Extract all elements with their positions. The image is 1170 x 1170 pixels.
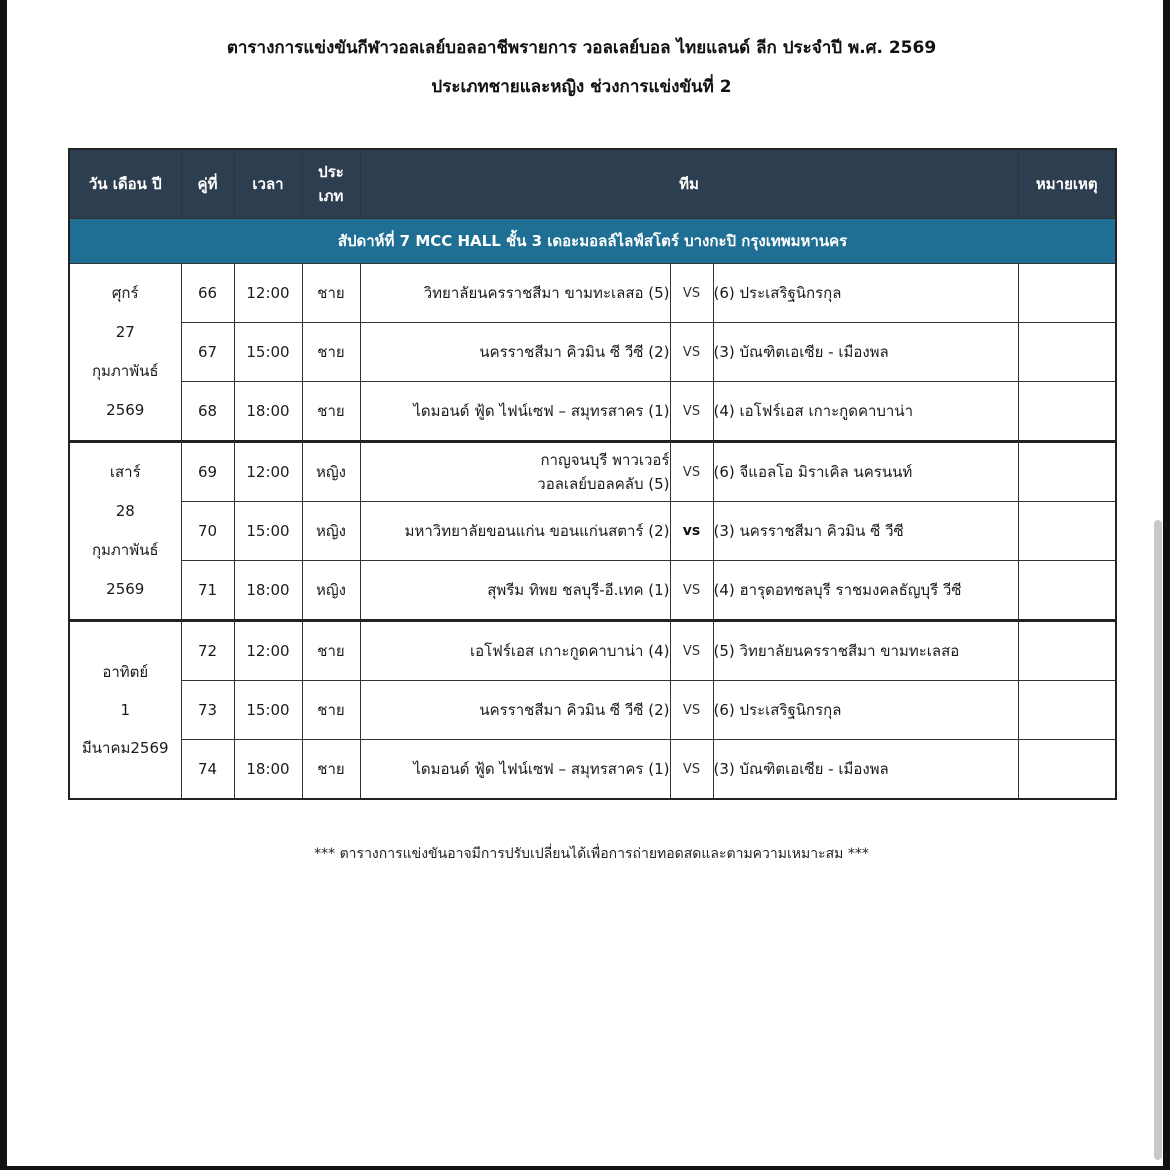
home-team: ไดมอนด์ ฟู้ด ไฟน์เซฟ – สมุทรสาคร (1) — [360, 740, 670, 800]
away-team: (3) บัณฑิตเอเซีย - เมืองพล — [713, 323, 1018, 382]
date-date: 28 — [115, 502, 135, 520]
match-no: 72 — [181, 621, 234, 681]
header-category-line1: ประ — [318, 163, 344, 181]
header-category-line2: เภท — [318, 187, 344, 205]
date-day: ศุกร์ — [111, 284, 139, 302]
match-time: 15:00 — [234, 681, 302, 740]
match-category: หญิง — [302, 502, 360, 561]
remark-cell — [1018, 681, 1116, 740]
home-team: นครราชสีมา คิวมิน ซี วีซี (2) — [360, 323, 670, 382]
remark-cell — [1018, 382, 1116, 442]
vs-label: vs — [670, 502, 713, 561]
match-category: ชาย — [302, 323, 360, 382]
vs-label: VS — [670, 681, 713, 740]
date-month-year: มีนาคม2569 — [81, 739, 169, 757]
match-time: 18:00 — [234, 740, 302, 800]
match-no: 66 — [181, 264, 234, 323]
week-title: สัปดาห์ที่ 7 MCC HALL ชั้น 3 เดอะมอลล์ไลฟ์สโตร์ บางกะปิ กรุงเทพมหานคร — [69, 219, 1116, 264]
page-subtitle: ประเภทชายและหญิง ช่วงการแข่งขันที่ 2 — [431, 77, 732, 97]
vs-label: VS — [670, 621, 713, 681]
match-time: 15:00 — [234, 323, 302, 382]
table-row — [69, 323, 1116, 382]
vs-label: VS — [670, 323, 713, 382]
match-no: 68 — [181, 382, 234, 442]
match-time: 15:00 — [234, 502, 302, 561]
scrollbar-thumb[interactable] — [1154, 520, 1162, 1160]
away-team: (3) นครราชสีมา คิวมิน ซี วีซี — [713, 502, 1018, 561]
table-row — [69, 681, 1116, 740]
date-cell-saturday — [69, 442, 181, 621]
vs-label: VS — [670, 442, 713, 502]
match-time: 12:00 — [234, 264, 302, 323]
match-category: ชาย — [302, 740, 360, 800]
away-team: (4) เอโฟร์เอส เกาะกูดคาบาน่า — [713, 382, 1018, 442]
remark-cell — [1018, 264, 1116, 323]
remark-cell — [1018, 502, 1116, 561]
match-time: 12:00 — [234, 442, 302, 502]
frame-left-border — [0, 0, 7, 1170]
match-no: 70 — [181, 502, 234, 561]
match-time: 12:00 — [234, 621, 302, 681]
date-year: 2569 — [106, 580, 145, 598]
vs-label: VS — [670, 382, 713, 442]
table-row — [69, 561, 1116, 621]
match-no: 71 — [181, 561, 234, 621]
remark-cell — [1018, 561, 1116, 621]
table-row — [69, 502, 1116, 561]
date-month: กุมภาพันธ์ — [91, 362, 159, 380]
home-team-line1: กาญจนบุรี พาวเวอร์ — [540, 451, 670, 469]
date-cell-sunday — [69, 621, 181, 800]
home-team: มหาวิทยาลัยขอนแก่น ขอนแก่นสตาร์ (2) — [360, 502, 670, 561]
match-no: 69 — [181, 442, 234, 502]
table-row — [69, 264, 1116, 323]
remark-cell — [1018, 621, 1116, 681]
match-category: หญิง — [302, 442, 360, 502]
table-row — [69, 621, 1116, 681]
table-row — [69, 740, 1116, 800]
match-category: ชาย — [302, 681, 360, 740]
home-team: เอโฟร์เอส เกาะกูดคาบาน่า (4) — [360, 621, 670, 681]
match-time: 18:00 — [234, 561, 302, 621]
header-date: วัน เดือน ปี — [69, 149, 181, 219]
table-row — [69, 442, 1116, 502]
home-team: วิทยาลัยนครราชสีมา ขามทะเลสอ (5) — [360, 264, 670, 323]
header-match-no: คู่ที่ — [181, 149, 234, 219]
away-team: (6) จีแอลโอ มิราเคิล นครนนท์ — [713, 442, 1018, 502]
vs-label: VS — [670, 264, 713, 323]
date-day: เสาร์ — [109, 463, 141, 481]
frame-right-border — [1163, 0, 1170, 1170]
home-team-line2: วอลเลย์บอลคลับ (5) — [537, 475, 670, 493]
match-no: 73 — [181, 681, 234, 740]
away-team: (6) ประเสริฐนิกรกุล — [713, 681, 1018, 740]
header-time: เวลา — [234, 149, 302, 219]
home-team: ไดมอนด์ ฟู้ด ไฟน์เซฟ – สมุทรสาคร (1) — [360, 382, 670, 442]
date-cell-friday — [69, 264, 181, 442]
date-day: อาทิตย์ — [102, 663, 149, 681]
remark-cell — [1018, 442, 1116, 502]
date-month: กุมภาพันธ์ — [91, 541, 159, 559]
header-team: ทีม — [360, 149, 1018, 219]
away-team: (5) วิทยาลัยนครราชสีมา ขามทะเลสอ — [713, 621, 1018, 681]
table-row — [69, 382, 1116, 442]
frame-bottom-border — [0, 1166, 1170, 1170]
week-title-row — [69, 219, 1116, 264]
home-team: นครราชสีมา คิวมิน ซี วีซี (2) — [360, 681, 670, 740]
page-title: ตารางการแข่งขันกีฬาวอลเลย์บอลอาชีพรายการ วอลเลย์บอล ไทยแลนด์ ลีก ประจำปี พ.ศ. 2569 — [226, 38, 937, 58]
remark-cell — [1018, 740, 1116, 800]
match-category: หญิง — [302, 561, 360, 621]
home-team: สุพรีม ทิพย ชลบุรี-อี.เทค (1) — [360, 561, 670, 621]
match-category: ชาย — [302, 621, 360, 681]
match-no: 67 — [181, 323, 234, 382]
vs-label: VS — [670, 740, 713, 800]
match-time: 18:00 — [234, 382, 302, 442]
match-category: ชาย — [302, 382, 360, 442]
header-category — [302, 149, 360, 219]
date-date: 1 — [120, 701, 131, 719]
away-team: (6) ประเสริฐนิกรกุล — [713, 264, 1018, 323]
header-row — [69, 149, 1116, 219]
away-team: (3) บัณฑิตเอเซีย - เมืองพล — [713, 740, 1018, 800]
away-team: (4) ฮารุดอทชลบุรี ราชมงคลธัญบุรี วีซี — [713, 561, 1018, 621]
home-team — [360, 442, 670, 502]
remark-cell — [1018, 323, 1116, 382]
schedule-table — [68, 148, 1117, 800]
date-year: 2569 — [106, 401, 145, 419]
match-no: 74 — [181, 740, 234, 800]
header-remark: หมายเหตุ — [1018, 149, 1116, 219]
date-date: 27 — [115, 323, 135, 341]
vs-label: VS — [670, 561, 713, 621]
match-category: ชาย — [302, 264, 360, 323]
footnote: *** ตารางการแข่งขันอาจมีการปรับเปลี่ยนได้เพื่อการถ่ายทอดสดและตามความเหมาะสม *** — [314, 846, 869, 862]
